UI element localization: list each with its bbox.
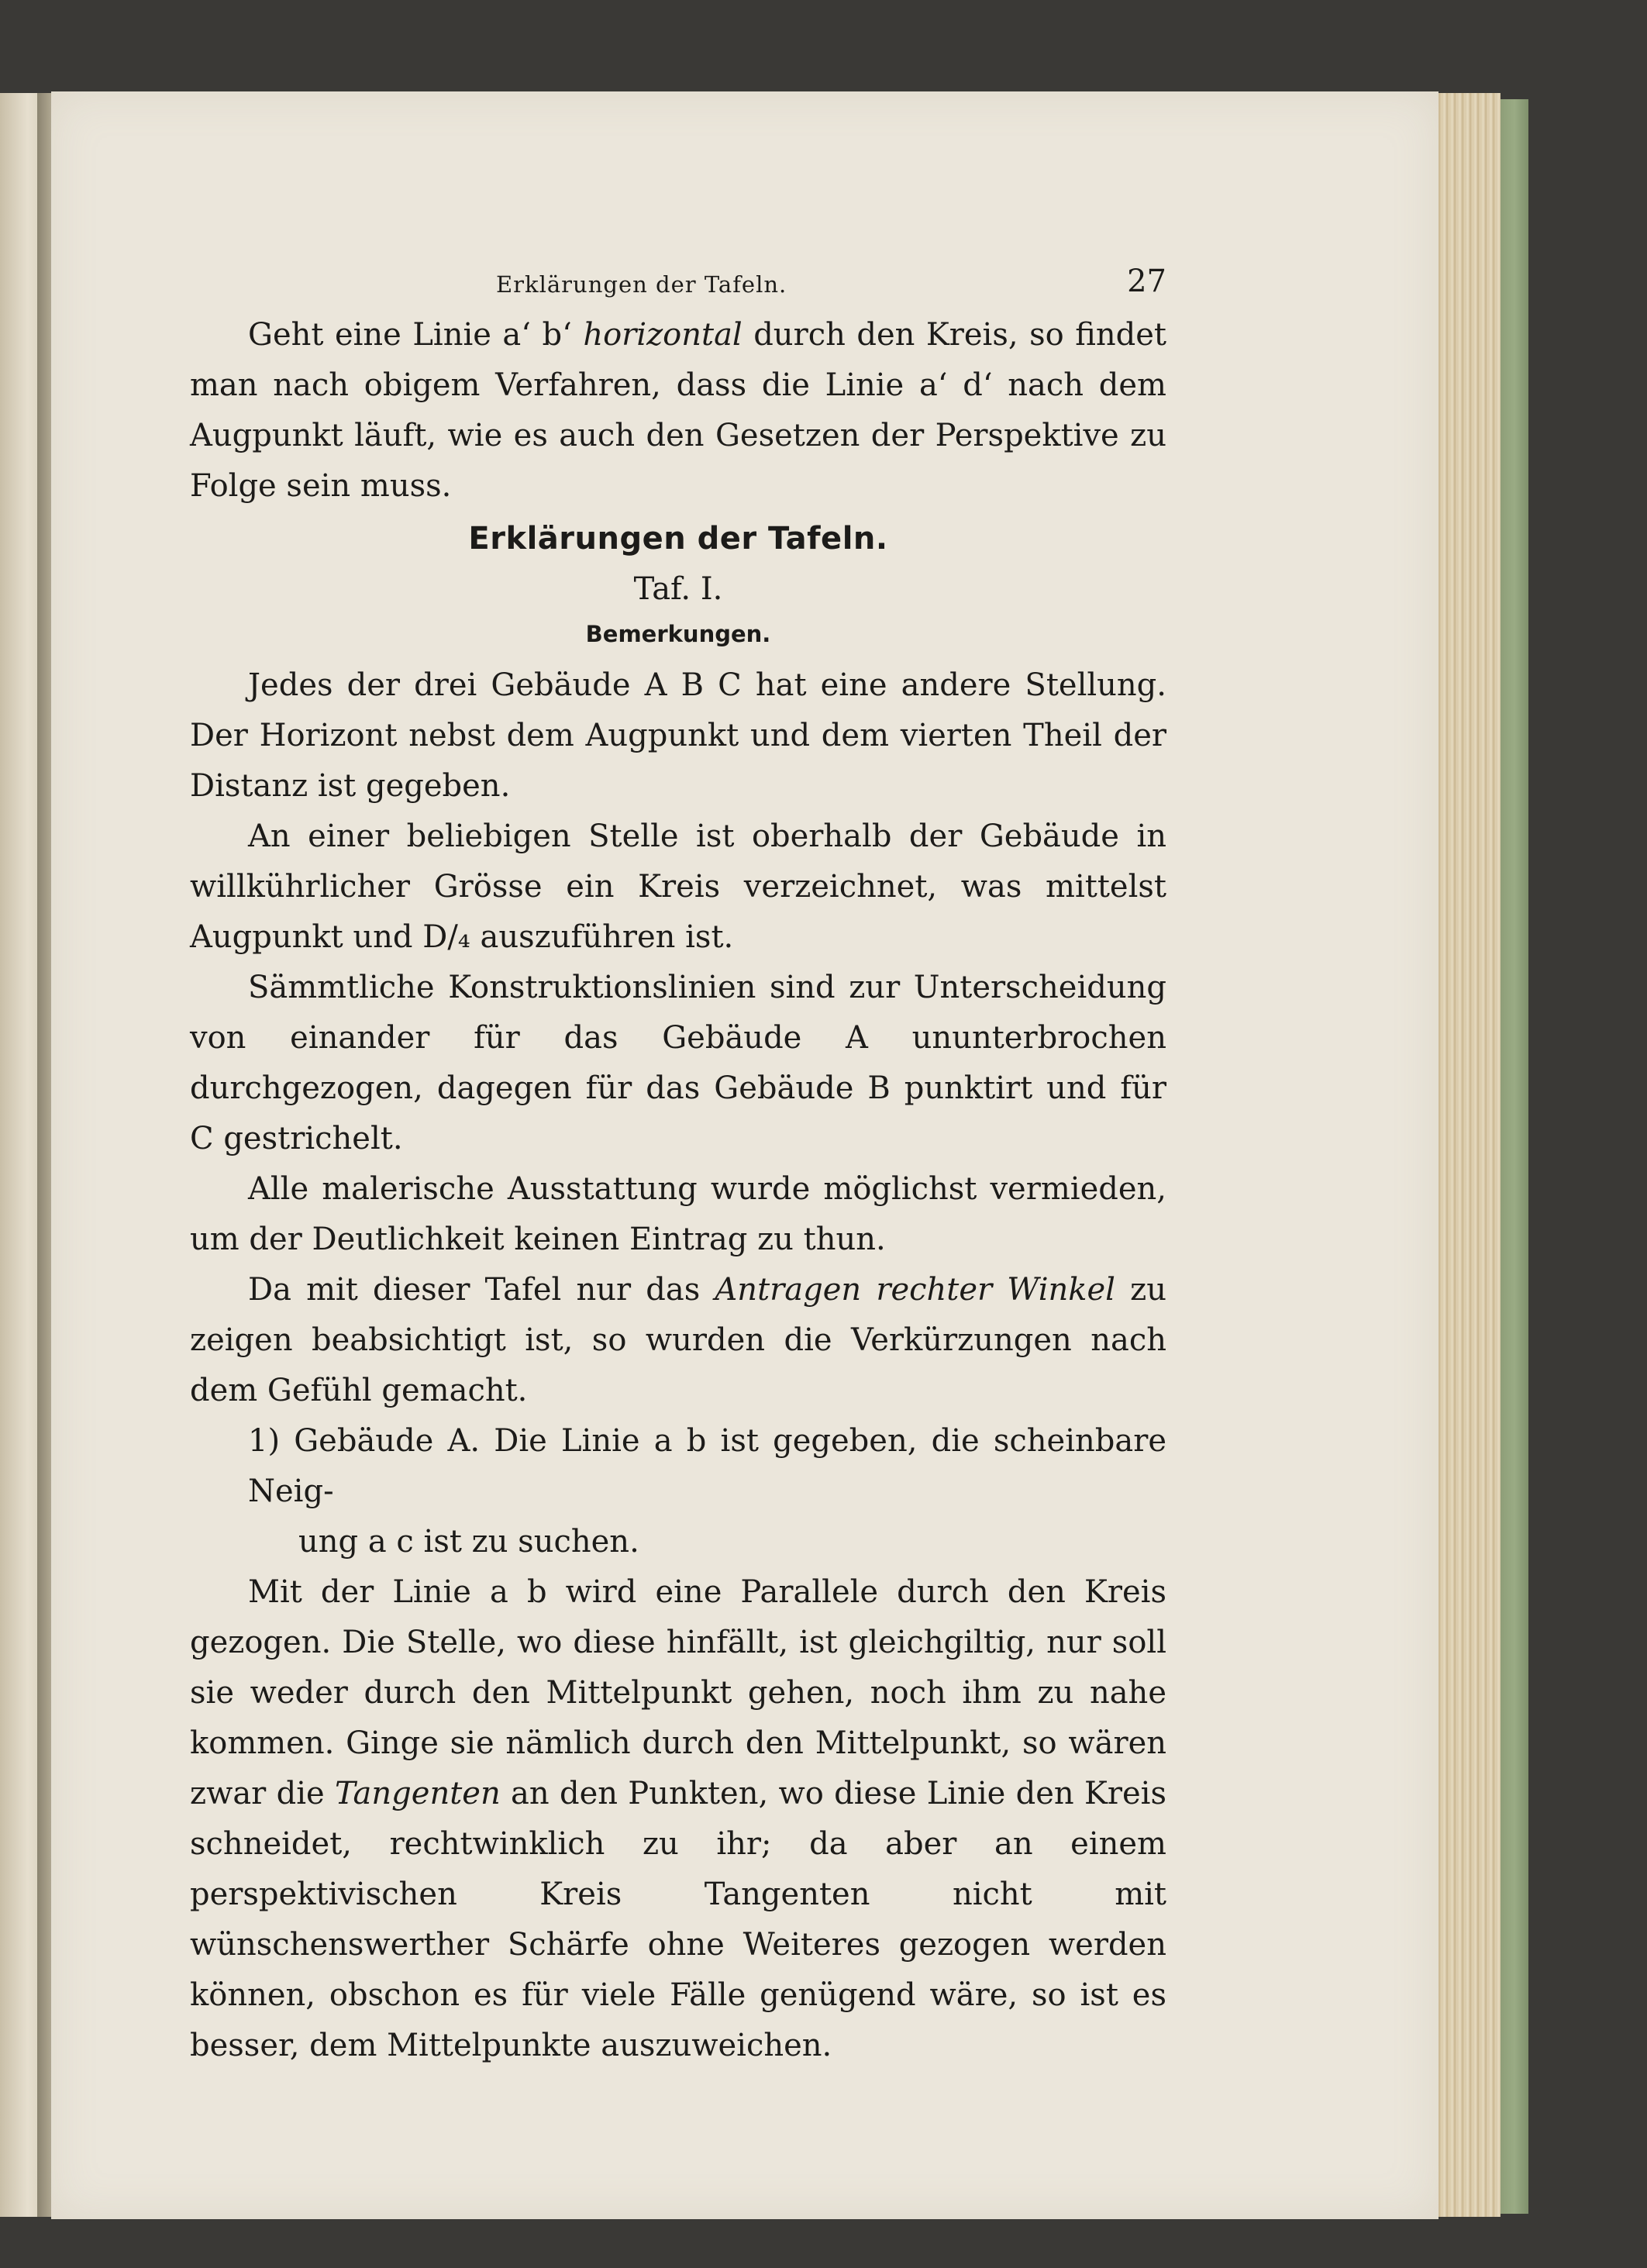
running-head-title: Erklärungen der Tafeln. (496, 271, 787, 298)
paragraph-5 (190, 1265, 1166, 1416)
book-cover-edge (1501, 99, 1528, 2214)
paragraph-2: An einer beliebigen Stelle ist oberhalb der Gebäude in willkührlicher Grösse ein Kreis verzeichnet, was mittelst Augpunkt und D/₄ auszuführen ist. (190, 819, 1166, 955)
item-1-line-1: 1) Gebäude A. Die Linie a b ist gegeben, die scheinbare Neig- (248, 1423, 1166, 1509)
p5-italic: Antragen rechter Winkel (715, 1272, 1115, 1308)
paragraph-3: Sämmtliche Konstruktionslinien sind zur Unterscheidung von einander für das Gebäude A ununterbrochen durchgezogen, dagegen für das Gebäude B punktirt und für C gestrichelt. (190, 970, 1166, 1156)
p6-italic: Tangenten (334, 1776, 501, 1811)
p6-text-2: an den Punkten, wo diese Linie den Kreis schneidet, rechtwinklich zu ihr; da aber an einem perspektivischen Kreis Tangenten nicht mit wünschenswerther Schärfe ohne Weiteres gezogen werden können, obschon es für viele Fälle genügend wäre, so ist es besser, dem Mittelpunkte auszuweichen. (190, 1776, 1166, 2063)
p5-text-1: Da mit dieser Tafel nur das (248, 1272, 715, 1308)
running-head (190, 264, 1166, 310)
p6-text-1: Mit der Linie a b wird eine Parallele durch den Kreis gezogen. Die Stelle, wo diese hinfällt, ist gleichgiltig, nur soll sie weder durch den Mittelpunkt gehen, noch ihm zu nahe kommen. Ginge sie nämlich durch den Mittelpunkt, so wären zwar die (190, 1574, 1166, 1811)
item-1-line-2: ung a c ist zu suchen. (298, 1524, 639, 1560)
p5-text-2: zu zeigen beabsichtigt ist, so wurden die Verkürzungen nach dem Gefühl gemacht. (190, 1272, 1166, 1408)
remarks-title: Bemerkungen. (585, 621, 771, 647)
paragraph-6 (190, 1567, 1166, 2071)
intro-text-2: durch den Kreis, so findet man nach obigem Verfahren, dass die Linie a‘ d‘ nach dem Augpunkt läuft, wie es auch den Gesetzen der Perspektive zu Folge sein muss. (190, 317, 1166, 504)
page-text-block (190, 264, 1166, 2071)
intro-italic: horizontal (583, 317, 743, 353)
intro-paragraph (190, 310, 1166, 512)
plate-title: Taf. I. (633, 571, 723, 607)
section-title: Erklärungen der Tafeln. (468, 521, 888, 557)
page-number: 27 (1127, 264, 1166, 299)
paragraph-1: Jedes der drei Gebäude A B C hat eine andere Stellung. Der Horizont nebst dem Augpunkt und dem vierten Theil der Distanz ist gegeben. (190, 667, 1166, 804)
paragraph-4: Alle malerische Ausstattung wurde möglichst vermieden, um der Deutlichkeit keinen Eintrag zu thun. (190, 1171, 1166, 1257)
intro-text-1: Geht eine Linie a‘ b‘ (248, 317, 584, 353)
